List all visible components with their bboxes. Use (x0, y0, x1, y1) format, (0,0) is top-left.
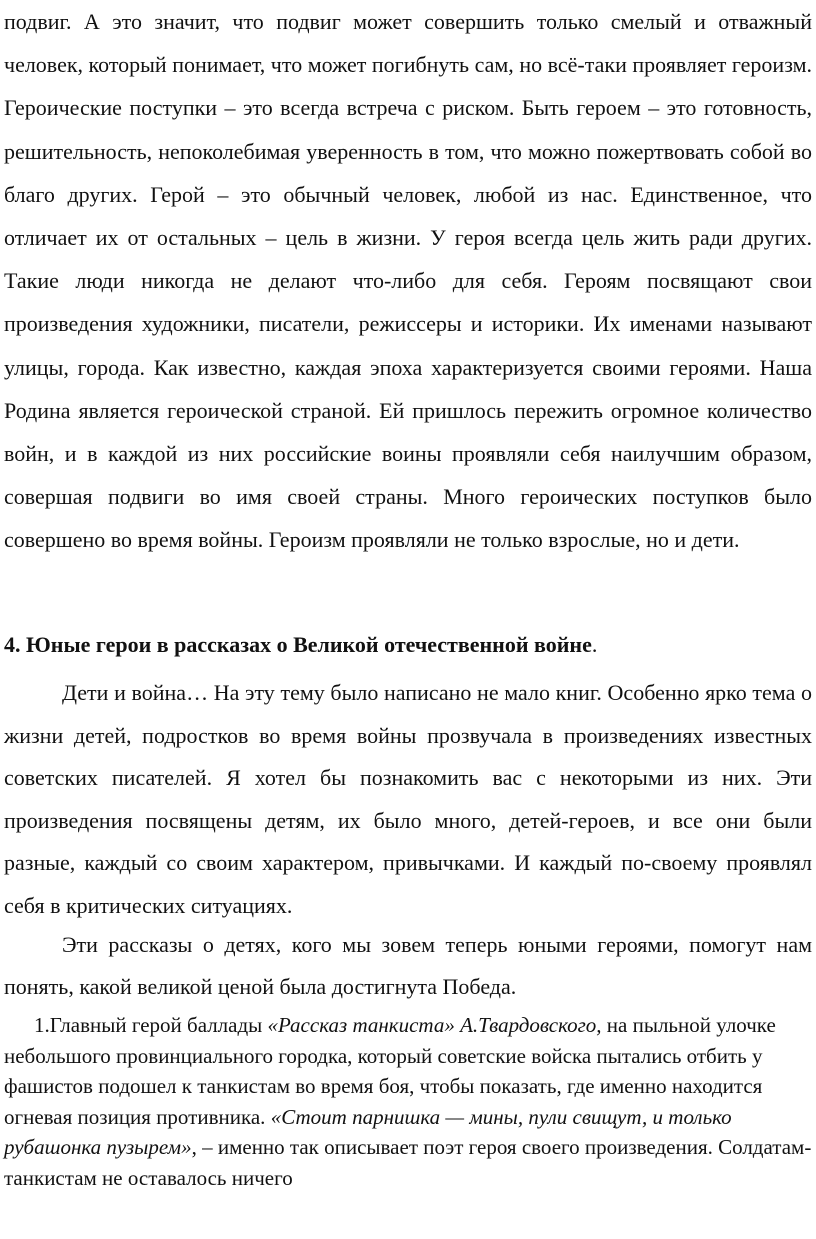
paragraph-children-and-war: Дети и война… На эту тему было написано не мало книг. Особенно ярко тема о жизни детей, подростков во время войны прозвучала в произведениях известных советских писателей. Я хотел бы познакомить вас с некоторыми из них. Эти произведения посвящены детям, их было много, детей-героев, и все они были разные, каждый со своим характером, привычками. И каждый по-своему проявлял себя в критических ситуациях. (4, 680, 812, 918)
ballad-title-italic: «Рассказ танкиста» А.Твардовского, (267, 1013, 602, 1037)
ballad-text-start: 1.Главный герой баллады (34, 1013, 268, 1037)
section-heading-title: 4. Юные герои в рассказах о Великой отечественной войне (4, 632, 592, 657)
section-heading-period: . (591, 632, 598, 657)
paragraph-young-heroes: Эти рассказы о детях, кого мы зовем теперь юными героями, помогут нам понять, какой великой ценой была достигнута Победа. (4, 932, 812, 999)
ballad-quote-italic: «Стоит парнишка — мины, пули свищут, и только рубашонка пузырем» (4, 1104, 732, 1160)
paragraph-heroism: подвиг. А это значит, что подвиг может совершить только смелый и отважный человек, который понимает, что может погибнуть сам, но всё-таки проявляет героизм. Героические поступки – это всегда встреча с риском. Быть героем – это готовность, решительность, непоколебимая уверенность в том, что можно пожертвовать собой во благо других. Герой – это обычный человек, любой из нас. Единственное, что отличает их от остальных – цель в жизни. У героя всегда цель жить ради других. Такие люди никогда не делают что-либо для себя. Героям посвящают свои произведения художники, писатели, режиссеры и историки. Их именами называют улицы, города. Как известно, каждая эпоха характеризуется своими героями. Наша Родина является героической страной. Ей пришлось пережить огромное количество войн, и в каждой из них российские воины проявляли себя наилучшим образом, совершая подвиги во имя своей страны. Много героических поступков было совершено во время войны. Героизм проявляли не только взрослые, но и дети. (4, 9, 812, 553)
ballad-text-middle: на пыльной улочке небольшого провинциального городка, который советские войска пытались отбить у фашистов подошел к танкистам во время боя, чтобы показать, где именно находится огневая позиция противника. (4, 1013, 776, 1129)
ballad-text-end: , – именно так описывает поэт героя своего произведения. Солдатам-танкистам не оставалось ничего (4, 1135, 812, 1190)
section-heading (4, 630, 812, 660)
paragraph-tankist-ballad (4, 1010, 812, 1194)
